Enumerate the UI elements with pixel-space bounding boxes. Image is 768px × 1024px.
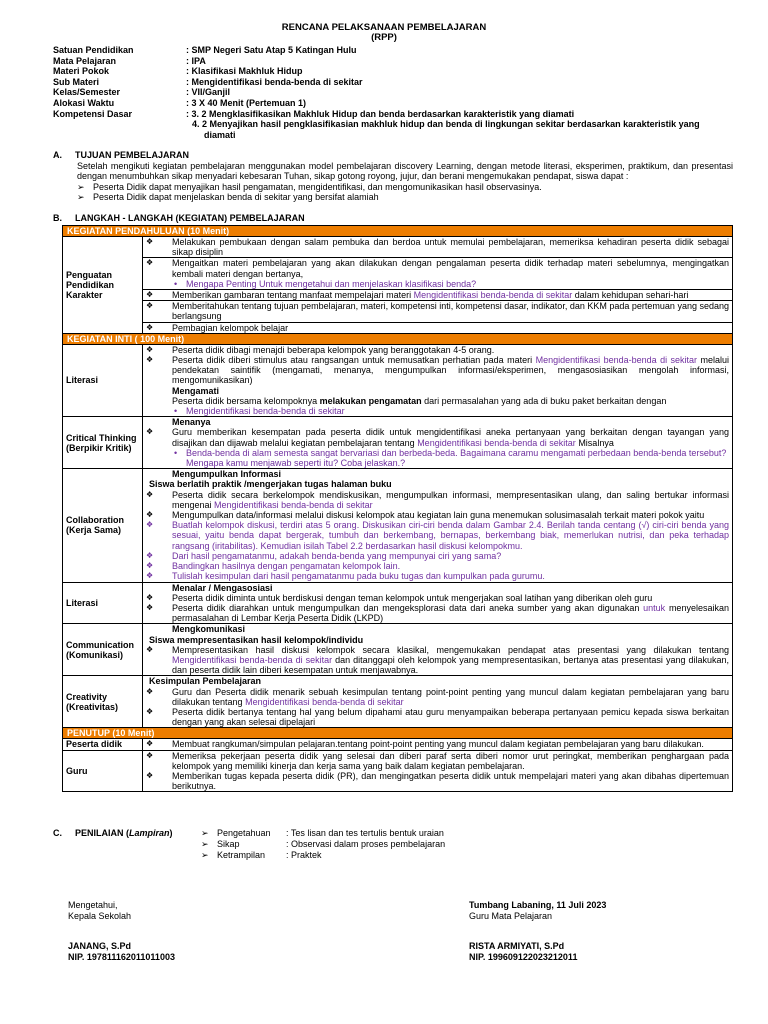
diamond-icon: ❖ [146,750,154,760]
item-text: Guru dan Peserta didik menarik sebuah kesimpulan tentang point-point penting yang muncul dalam kegiatan pembelajaran yang baru dilakukan tentang [172,686,729,707]
item-text: Memeriksa pekerjaan peserta didik yang selesai dan diberi paraf serta diberi nomor urut peringkat, memberikan penghargaan pada kelompok yang memiliki kinerja dan kerja sama yang baik dalam kegiatan pembelajaran. [172,750,729,771]
assessment-value: : Tes lisan dan tes tertulis bentuk uraian [286,828,444,838]
title-part: PENILAIAN ( [75,828,129,838]
table-row [63,237,733,258]
assessment-key: Ketrampilan [217,850,266,860]
meta-key: Sub Materi [53,76,100,87]
row-label: Literasi [63,344,143,416]
diamond-icon: ❖ [146,571,154,581]
diamond-icon: ❖ [146,290,154,300]
item-text: Memberikan tugas kepada peserta didik (PR), dan mengingatkan peserta didik untuk mempelajari materi yang akan dibahas dipertemuan berikutnya. [172,770,729,792]
topic-highlight: Mengidentifikasi benda-benda di sekitar [172,654,333,665]
row-label: Communication (Komunikasi) [63,624,143,676]
diamond-icon: ❖ [146,550,154,560]
table-row [63,624,733,676]
diamond-icon: ❖ [146,770,154,780]
kd-42-cont: diamati [204,129,236,140]
meta-key: Satuan Pendidikan [53,45,134,55]
task-text: Dari hasil pengamatanmu, adakah benda-benda yang mempunyai ciri yang sama? [172,550,502,561]
arrow-icon: ➢ [77,181,85,192]
item-text: Peserta didik diberi stimulus atau rangsangan untuk memusatkan perhatian pada materi [172,355,533,366]
section-number: A. [53,150,62,160]
meta-key: Materi Pokok [53,66,110,77]
item-text: Memberitahukan tentang tujuan pembelajaran, materi, kompetensi inti, kompetensi dasar, indikator, dan KKM pada pertemuan yang sedang berlangsung [172,301,729,322]
meta-key: Alokasi Waktu [53,97,115,108]
table-row [63,750,733,792]
meta-value: : VII/Ganjil [186,87,231,98]
item-text: Membuat rangkuman/simpulan pelajaran.tentang point-point penting yang muncul dalam kegiatan pembelajaran yang baru dilakukan. [172,739,704,750]
step-subheading: Siswa berlatih praktik /mengerjakan tugas halaman buku [149,479,392,490]
table-row [63,739,733,750]
section-number: B. [53,213,62,223]
diamond-icon: ❖ [146,237,154,246]
table-row [63,258,733,290]
sign-role: Guru Mata Pelajaran [469,911,553,921]
table-row [63,344,733,416]
step-heading: Kesimpulan Pembelajaran [149,676,262,687]
row-label: Creativity (Kreativitas) [63,676,143,728]
band-label: KEGIATAN INTI ( 100 Menit) [63,333,733,344]
sign-line: Mengetahui, [68,900,118,910]
teacher-name-block [469,941,577,963]
diamond-icon: ❖ [146,510,154,520]
principal-name-block [68,941,175,963]
title-part: Lampiran [129,828,170,838]
diamond-icon: ❖ [146,301,154,311]
table-row [63,290,733,301]
assessment-key: Pengetahuan [217,828,271,838]
diamond-icon: ❖ [146,644,154,654]
step-subheading: Siswa mempresentasikan hasil kelompok/individu [149,634,364,645]
item-text: Pembagian kelompok belajar [172,322,289,333]
meta-row [53,109,733,120]
row-label: Penguatan Pendidikan Karakter [63,237,143,334]
assessment-key: Sikap [217,839,240,849]
row-label: Collaboration (Kerja Sama) [63,469,143,582]
section-title: LANGKAH - LANGKAH (KEGIATAN) PEMBELAJARAN [75,213,305,223]
table-row [63,301,733,322]
meta-row [53,56,733,67]
meta-row [53,87,733,98]
band-label: PENUTUP (10 Menit) [63,728,733,739]
meta-row [53,66,733,77]
signature-principal [68,900,131,922]
item-text: melalui pendekatan saintifik (mengamati, menanya, mengumpulkan informasi/eksperimen, mengasosiasikan mengolah informasi, mengomunikasikan) [172,355,729,386]
item-text: Misalnya [578,437,614,448]
meta-value: : SMP Negeri Satu Atap 5 Katingan Hulu [186,45,357,55]
meta-value: : Klasifikasi Makhluk Hidup [186,66,303,77]
bullet-text: Peserta Didik dapat menjelaskan benda di sekitar yang bersifat alamiah [93,192,379,202]
section-tujuan [53,150,733,203]
meta-row [53,98,733,109]
diamond-icon: ❖ [146,520,154,530]
item-text: Peserta didik diarahkan untuk mengumpulkan dan mengeksplorasi data dari aneka sumber yang akan digunakan [172,602,640,613]
task-text: Buatlah kelompok diskusi, terdiri atas 5 orang. Diskusikan ciri-ciri benda dalam Gambar 2.4. Berilah tanda centang (√) ciri-ciri benda yang sesuai, yaitu benda dapat bergerak, tumbuh dan berkembang, bernapas, berkembang biak, memerlukan nutrisi, dan peka terhadap rangsang (iritabilitas). Kemudian isilah Tabel 2.2 berdasarkan hasil diskusi kelompokmu. [172,520,729,551]
sign-nip: NIP. 197811162011011003 [68,952,175,962]
item-text: dan ditanggapi oleh kelompok yang mempresentasikan, bertanya atas presentasi yang dilakukan, dan peserta didik lain diberi kesempatan untuk menjawabnya. [172,654,729,676]
topic-highlight: untuk [643,602,666,613]
topic-highlight: Mengidentifikasi benda-benda di sekitar [413,290,573,301]
bullet-text: Peserta Didik dapat menyajikan hasil pengamatan, mengidentifikasi, dan mengomunikasikan hasil observasinya. [93,181,542,192]
meta-row [53,77,733,88]
tujuan-paragraph: Setelah mengikuti kegiatan pembelajaran menggunakan model pembelajaran discovery Learning, dengan metode literasi, eksperimen, praktikum, dan presentasi dengan menumbuhkan sikap menyadari kebesaran Tuhan, sikap gotong royong, jujur, dan berani mengemukakan pendapat, siswa dapat : [77,160,733,181]
meta-key: Kompetensi Dasar [53,108,133,119]
diamond-icon: ❖ [146,602,154,612]
arrow-icon: ➢ [201,850,209,860]
diamond-icon: ❖ [146,258,154,268]
sign-name: RISTA ARMIYATI, S.Pd [469,941,565,951]
meta-value: : Mengidentifikasi benda-benda di sekitar [186,76,363,87]
row-label: Guru [63,750,143,792]
table-row [63,676,733,728]
sign-nip: NIP. 199609122023212011 [469,952,578,962]
tujuan-bullet [53,192,733,203]
arrow-icon: ➢ [201,828,209,838]
meta-value: : 3. 2 Mengklasifikasikan Makhluk Hidup dan benda berdasarkan karakteristik yang diamati [186,108,575,119]
row-label: Literasi [63,582,143,624]
question-text: Benda-benda di alam semesta sangat bervariasi dan berbeda-beda. Bagaimana caramu mengamati perbedaan benda-benda tersebut? Mengapa kamu menjawab seperti itu? Coba jelaskan.? [186,447,727,469]
item-text: dari permasalahan yang ada di buku paket berkaitan dengan [424,395,667,406]
topic-highlight: Mengidentifikasi benda-benda di sekitar [245,696,404,707]
meta-key: Kelas/Semester [53,87,121,98]
item-text: dalam kehidupan sehari-hari [574,290,689,301]
task-text: Bandingkan hasilnya dengan pengamatan kelompok lain. [172,561,401,572]
item-text: menyelesaikan permasalahan di Lembar Kerja Peserta Didik (LKPD) [172,602,729,624]
item-text: Mempresentasikan hasil diskusi kelompok secara klasikal, mengemukakan pendapat atas presentasi yang dilakukan tentang [172,644,729,655]
diamond-icon: ❖ [146,706,154,716]
sign-place-date: Tumbang Labaning, 11 Juli 2023 [469,900,607,910]
dot-icon: • [174,278,178,289]
assessment-value: : Observasi dalam proses pembelajaran [286,839,446,849]
step-heading: Mengumpulkan Informasi [172,469,282,480]
diamond-icon: ❖ [146,739,154,749]
item-text: Mengumpulkan data/informasi melalui diskusi kelompok atau kegiatan lain guna menemukan solusimasalah terkait materi pokok yaitu [172,510,705,521]
arrow-icon: ➢ [201,839,209,849]
row-label: Peserta didik [63,739,143,750]
identity-block [53,45,733,140]
section-title: TUJUAN PEMBELAJARAN [75,150,190,160]
question-text: Mengapa Penting Untuk mengetahui dan menjelaskan klasifikasi benda? [186,278,477,289]
topic-highlight: Mengidentifikasi benda-benda di sekitar [535,355,698,366]
table-row [63,322,733,333]
band-pendahuluan [63,226,733,237]
section-title [75,828,201,839]
tujuan-bullet [53,182,733,193]
item-text: Memberikan gambaran tentang manfaat mempelajari materi [172,290,412,301]
step-heading: Mengamati [172,385,220,396]
table-row [63,417,733,469]
arrow-icon: ➢ [77,192,85,202]
kd-42: 4. 2 Menyajikan hasil pengklasifikasian makhluk hidup dan benda di lingkungan sekitar berdasarkan karakteristik yang [192,119,700,130]
item-text: Peserta didik diminta untuk berdiskusi dengan teman kelompok untuk mengerjakan soal latihan yang diberikan oleh guru [172,592,653,603]
band-penutup [63,728,733,739]
topic-highlight: Mengidentifikasi benda-benda di sekitar [417,437,576,448]
item-text: Peserta didik bersama kelompoknya [172,395,318,406]
diamond-icon: ❖ [146,561,154,571]
dot-icon: • [174,447,178,458]
section-penilaian [53,828,733,861]
topic-highlight: Mengidentifikasi benda-benda di sekitar [214,499,373,510]
activity-table [62,225,733,792]
meta-value: : 3 X 40 Menit (Pertemuan 1) [186,97,307,108]
table-row [63,582,733,624]
item-text: Melakukan pembukaan dengan salam pembuka dan berdoa untuk memulai pembelajaran, memeriksa kehadiran peserta didik sebagai sikap disiplin [172,237,729,258]
diamond-icon: ❖ [146,322,154,332]
item-text: Peserta didik bertanya tentang hal yang belum dipahami atau guru menyampaikan beberapa pertanyaan pemicu kepada siswa berkaitan dengan yang akan selesai dipelajari [172,706,729,728]
table-row [63,469,733,582]
diamond-icon: ❖ [146,489,154,499]
diamond-icon: ❖ [146,427,154,437]
sign-role: Kepala Sekolah [68,911,132,921]
item-text: Mengaitkan materi pembelajaran yang akan dilakukan dengan pengalaman peserta didik terhadap materi sebelumnya, mengingatkan kembali materi dengan bertanya, [172,258,729,279]
topic-highlight: Mengidentifikasi benda-benda di sekitar [186,406,345,417]
diamond-icon: ❖ [146,344,154,354]
meta-key: Mata Pelajaran [53,55,117,66]
diamond-icon: ❖ [146,592,154,602]
section-langkah [53,213,733,224]
band-label: KEGIATAN PENDAHULUAN (10 Menit) [63,226,733,237]
document-subtitle: (RPP) [371,32,397,43]
sign-name: JANANG, S.Pd [68,941,132,951]
step-heading: Menanya [172,417,211,428]
item-text: melakukan pengamatan [319,395,422,406]
row-label: Critical Thinking (Berpikir Kritik) [63,417,143,469]
diamond-icon: ❖ [146,686,154,696]
meta-row [53,45,733,56]
assessment-value: : Praktek [286,850,322,860]
item-text: Guru memberikan kesempatan pada peserta didik untuk mengidentifikasi aneka pertanyaan yang berkaitan dengan tayangan yang disajikan dan dijawab melalui kegiatan pembelajaran tentang [172,427,729,448]
title-part: ) [169,828,173,838]
item-text: Peserta didik dibagi menajdi beberapa kelompok yang beranggotakan 4-5 orang. [172,344,495,355]
step-heading: Mengkomunikasi [172,624,246,635]
diamond-icon: ❖ [146,355,154,365]
section-number: C. [53,828,62,838]
band-inti [63,333,733,344]
document-title: RENCANA PELAKSANAAN PEMBELAJARAN [281,22,487,33]
step-heading: Menalar / Mengasosiasi [172,582,273,593]
item-text: Peserta didik secara berkelompok mendiskusikan, mengumpulkan informasi, mempresentasikan ulang, dan saling bertukar informasi mengenai [172,489,729,510]
dot-icon: • [174,406,178,417]
meta-value: : IPA [186,55,206,66]
signature-teacher [469,900,606,922]
task-text: Tulislah kesimpulan dari hasil pengamatanmu pada buku tugas dan kumpulkan pada gurumu. [172,571,545,582]
